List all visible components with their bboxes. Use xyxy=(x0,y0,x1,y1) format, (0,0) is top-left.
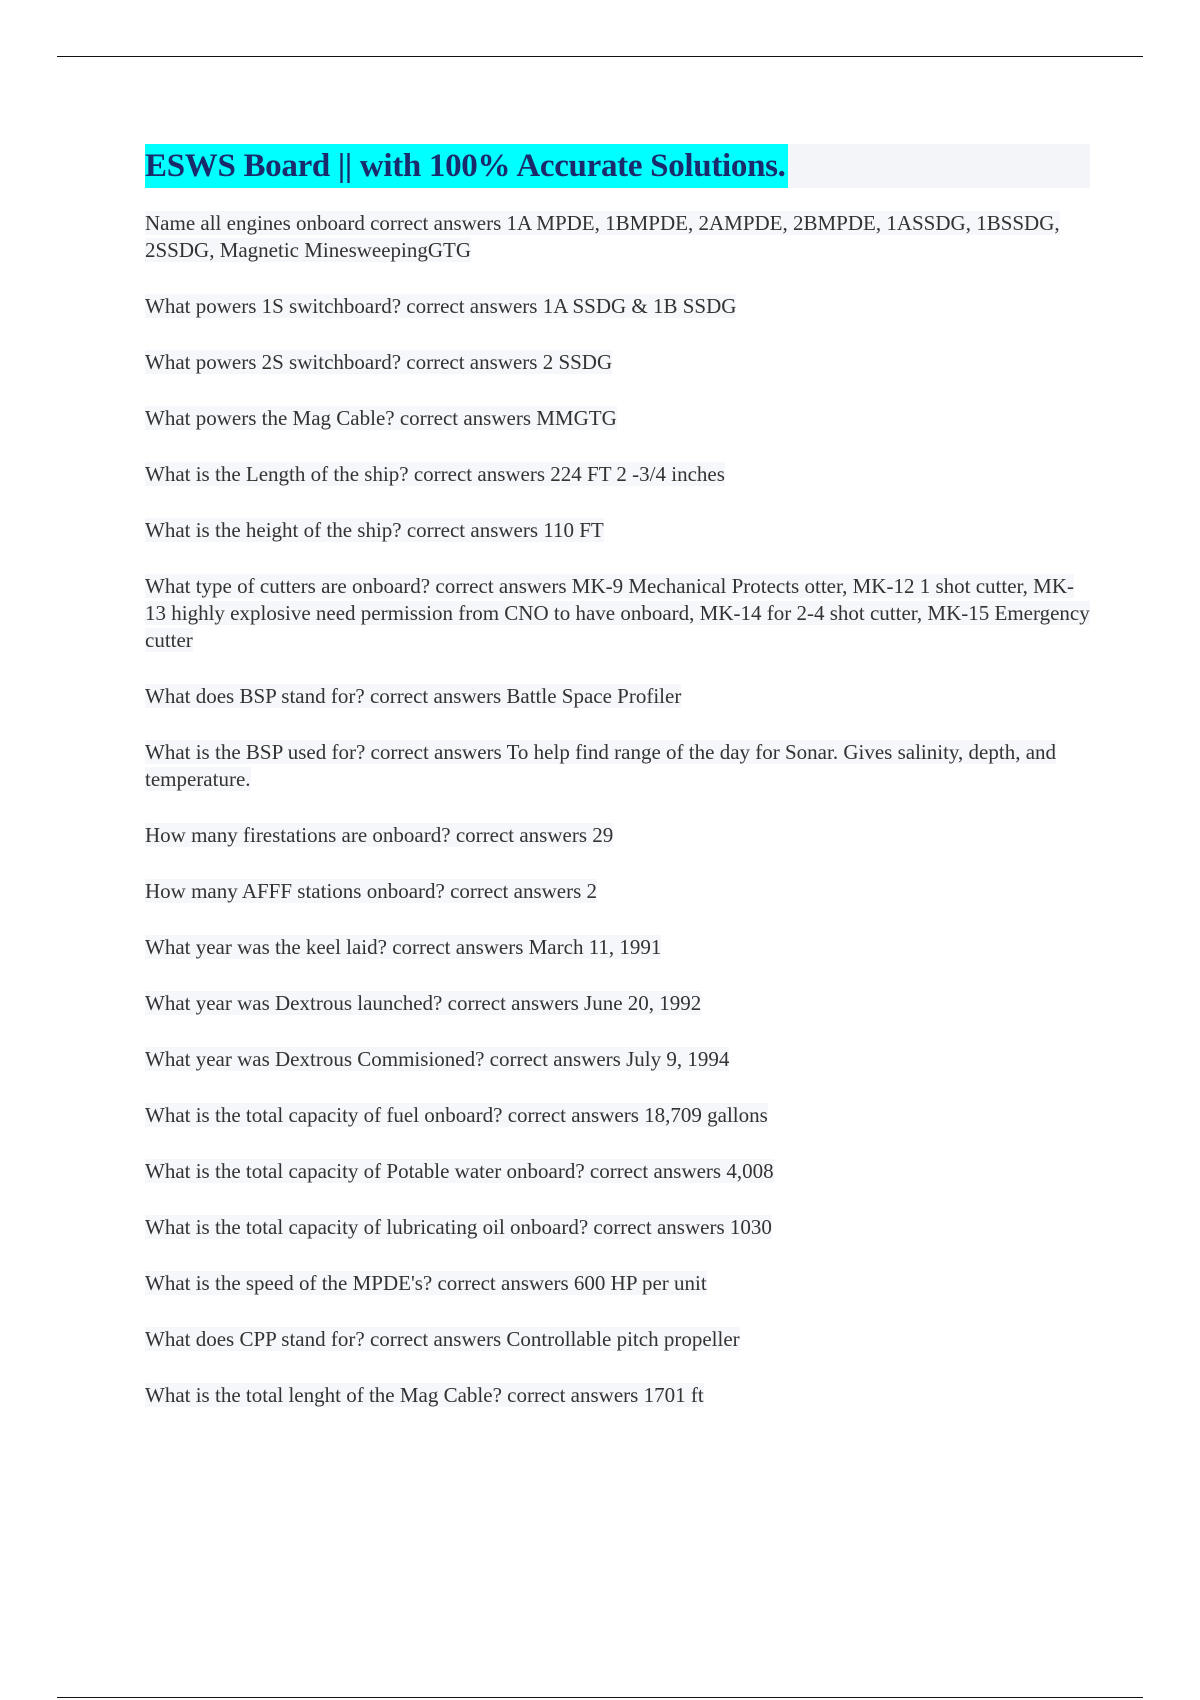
qa-item-afff-stations: How many AFFF stations onboard? correct answers 2 xyxy=(145,879,598,903)
qa-item-bsp-meaning: What does BSP stand for? correct answers Battle Space Profiler xyxy=(145,684,682,708)
qa-item-launched: What year was Dextrous launched? correct answers June 20, 1992 xyxy=(145,991,702,1015)
qa-item-potable-water: What is the total capacity of Potable water onboard? correct answers 4,008 xyxy=(145,1159,774,1183)
title-row xyxy=(145,144,1090,188)
qa-item-ship-length: What is the Length of the ship? correct answers 224 FT 2 -3/4 inches xyxy=(145,462,725,486)
qa-item-firestations: How many firestations are onboard? correct answers 29 xyxy=(145,823,614,847)
document-title: ESWS Board || with 100% Accurate Solutions. xyxy=(145,144,788,188)
qa-item-1s-switchboard: What powers 1S switchboard? correct answers 1A SSDG & 1B SSDG xyxy=(145,294,737,318)
qa-item-cpp-meaning: What does CPP stand for? correct answers Controllable pitch propeller xyxy=(145,1327,740,1351)
header-rule xyxy=(57,56,1143,57)
qa-item-cutters: What type of cutters are onboard? correct answers MK-9 Mechanical Protects otter, MK-12 1 shot cutter, MK-13 highly explosive need permission from CNO to have onboard, MK-14 for 2-4 shot cutter, MK-15 Emergency cutter xyxy=(145,574,1090,652)
qa-item-bsp-use: What is the BSP used for? correct answers To help find range of the day for Sonar. Gives salinity, depth, and temperature. xyxy=(145,740,1057,791)
qa-item-keel-laid: What year was the keel laid? correct answers March 11, 1991 xyxy=(145,935,662,959)
qa-item-engines: Name all engines onboard correct answers 1A MPDE, 1BMPDE, 2AMPDE, 2BMPDE, 1ASSDG, 1BSSDG, 2SSDG, Magnetic MinesweepingGTG xyxy=(145,211,1060,262)
qa-item-mag-cable-length: What is the total lenght of the Mag Cable? correct answers 1701 ft xyxy=(145,1383,704,1407)
document-body xyxy=(145,144,1090,1438)
footer-rule xyxy=(57,1697,1143,1698)
qa-item-mpde-speed: What is the speed of the MPDE's? correct answers 600 HP per unit xyxy=(145,1271,707,1295)
qa-item-lube-oil: What is the total capacity of lubricating oil onboard? correct answers 1030 xyxy=(145,1215,772,1239)
qa-item-ship-height: What is the height of the ship? correct answers 110 FT xyxy=(145,518,604,542)
qa-item-fuel-capacity: What is the total capacity of fuel onboard? correct answers 18,709 gallons xyxy=(145,1103,768,1127)
qa-item-mag-cable-power: What powers the Mag Cable? correct answers MMGTG xyxy=(145,406,617,430)
qa-list xyxy=(145,210,1090,1409)
qa-item-commissioned: What year was Dextrous Commisioned? correct answers July 9, 1994 xyxy=(145,1047,730,1071)
qa-item-2s-switchboard: What powers 2S switchboard? correct answers 2 SSDG xyxy=(145,350,613,374)
